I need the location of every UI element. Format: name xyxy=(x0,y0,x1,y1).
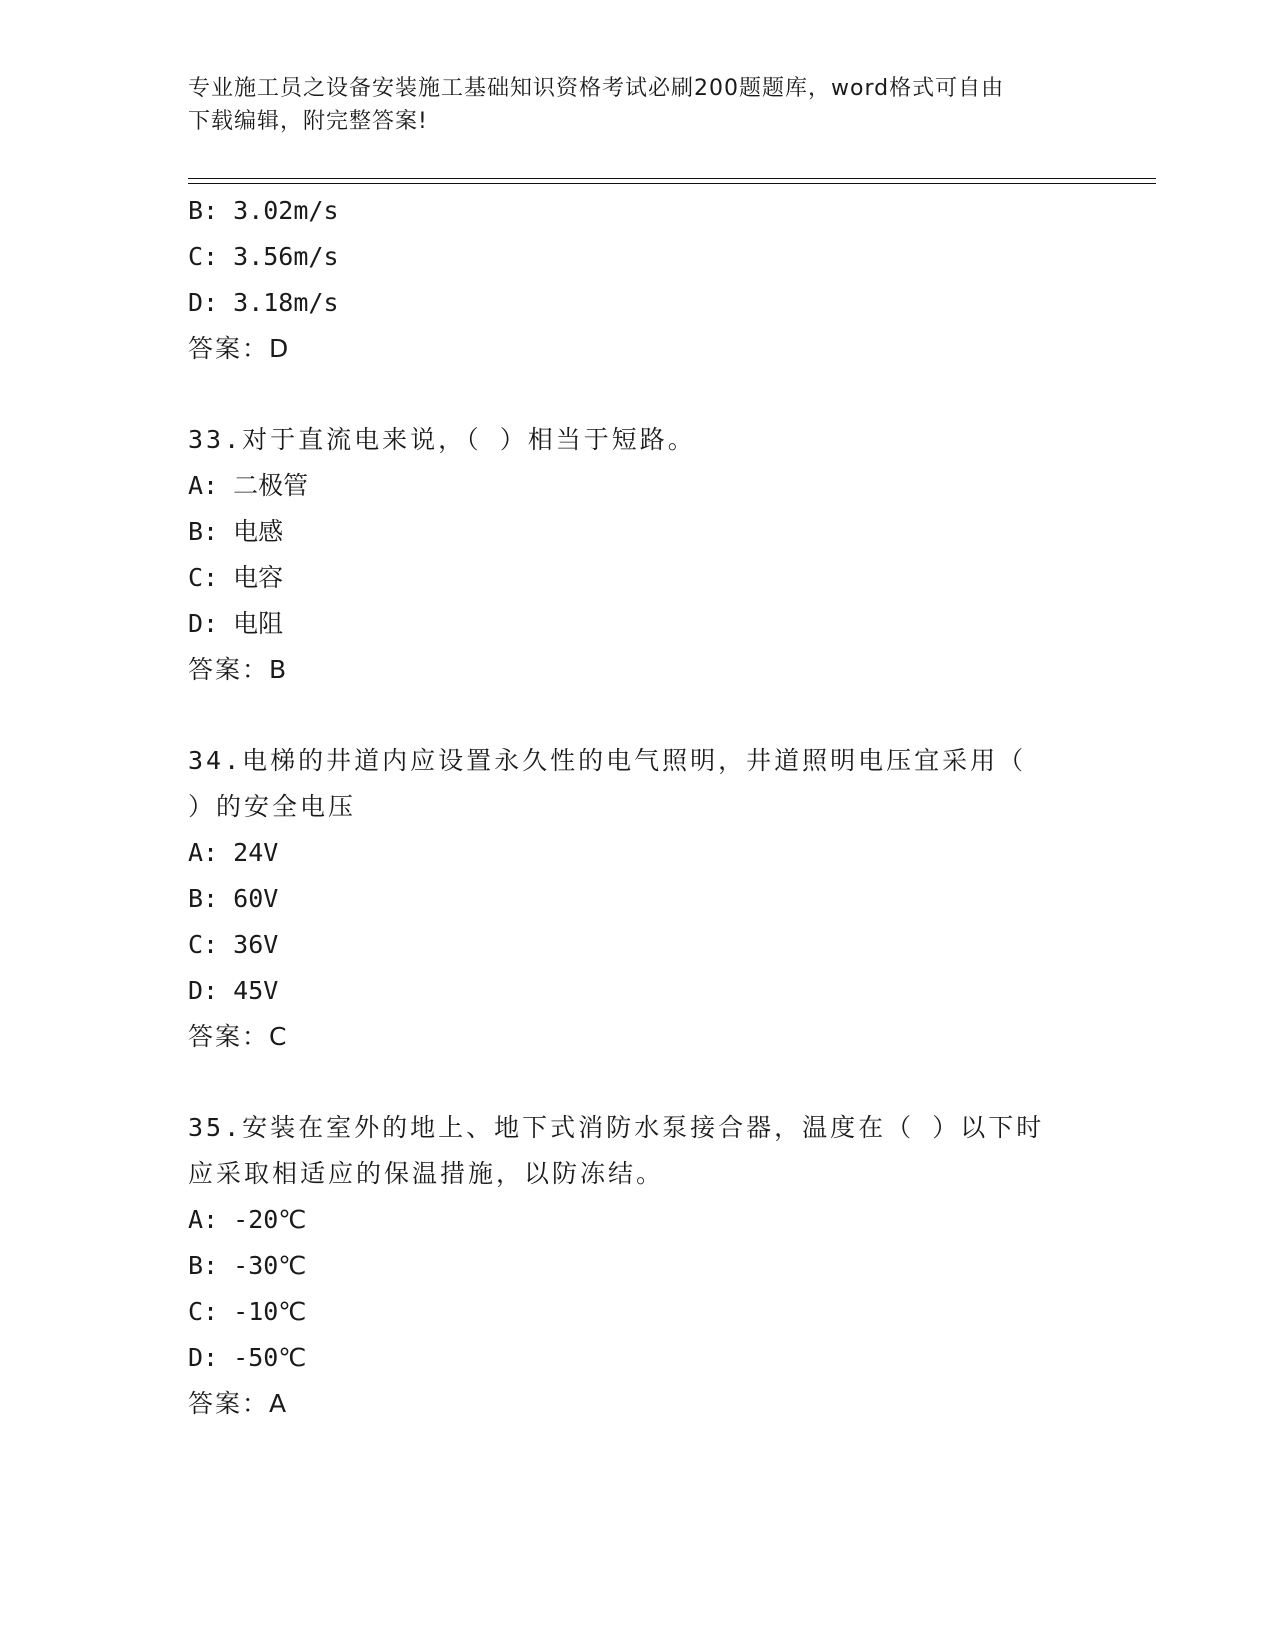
option-b: B: 3.02m/s xyxy=(188,196,339,225)
question-text-line-1: 34.电梯的井道内应设置永久性的电气照明，井道照明电压宜采用（ xyxy=(188,746,1027,775)
answer: 答案：B xyxy=(188,655,289,684)
question-list xyxy=(188,188,1088,1427)
question-text: 33.对于直流电来说，（ ）相当于短路。 xyxy=(188,425,696,454)
option-d: D: -50℃ xyxy=(188,1343,307,1372)
option-b: B: -30℃ xyxy=(188,1251,307,1280)
option-a: A: 24V xyxy=(188,838,279,867)
question-text-line-2: ）的安全电压 xyxy=(188,792,357,821)
answer: 答案：C xyxy=(188,1022,289,1051)
option-c: C: -10℃ xyxy=(188,1297,307,1326)
question-35 xyxy=(188,1105,1088,1427)
option-c: C: 36V xyxy=(188,930,279,959)
answer: 答案：D xyxy=(188,334,291,363)
document-header xyxy=(188,72,1068,138)
option-a: A: -20℃ xyxy=(188,1205,307,1234)
option-d: D: 电阻 xyxy=(188,609,284,638)
header-divider-bottom xyxy=(188,183,1156,184)
option-a: A: 二极管 xyxy=(188,471,309,500)
question-32 xyxy=(188,188,1088,372)
option-c: C: 电容 xyxy=(188,563,284,592)
option-b: B: 电感 xyxy=(188,517,284,546)
question-text-line-2: 应采取相适应的保温措施，以防冻结。 xyxy=(188,1159,665,1188)
question-33 xyxy=(188,417,1088,693)
header-line-1: 专业施工员之设备安装施工基础知识资格考试必刷200题题库，word格式可自由 xyxy=(188,76,1005,101)
option-d: D: 45V xyxy=(188,976,279,1005)
header-divider-top xyxy=(188,178,1156,179)
answer: 答案：A xyxy=(188,1389,289,1418)
option-d: D: 3.18m/s xyxy=(188,288,339,317)
header-line-2: 下载编辑，附完整答案! xyxy=(188,109,428,134)
option-c: C: 3.56m/s xyxy=(188,242,339,271)
option-b: B: 60V xyxy=(188,884,279,913)
question-34 xyxy=(188,738,1088,1060)
question-text-line-1: 35.安装在室外的地上、地下式消防水泵接合器，温度在（ ）以下时 xyxy=(188,1113,1045,1142)
